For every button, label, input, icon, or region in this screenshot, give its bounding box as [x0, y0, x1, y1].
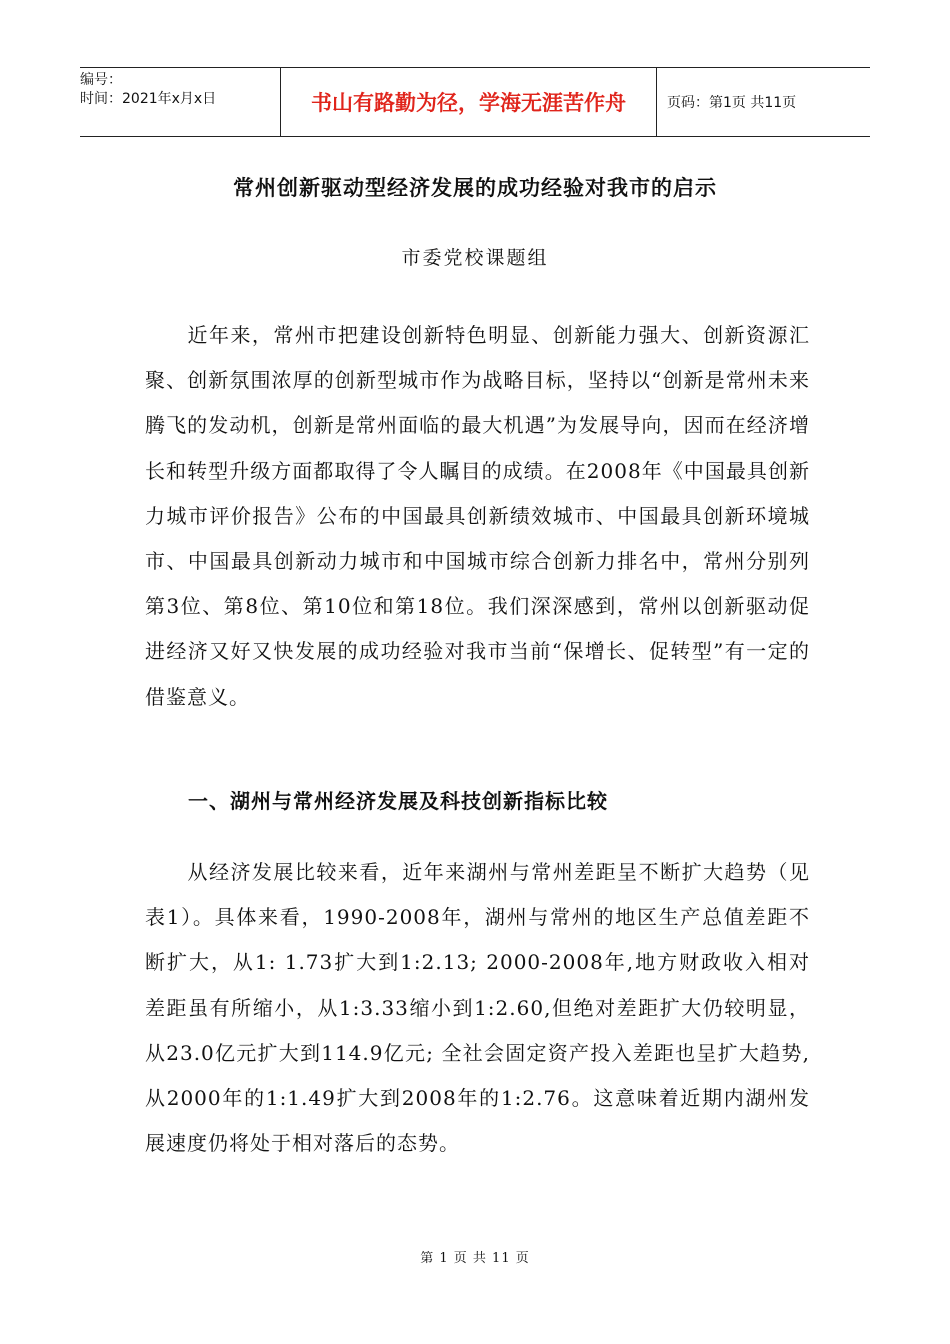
- header-motto: 书山有路勤为径，学海无涯苦作舟: [281, 68, 657, 136]
- document-header: [80, 67, 870, 137]
- document-author: 市委党校课题组: [401, 247, 549, 269]
- section-heading: 一、湖州与常州经济发展及科技创新指标比较: [188, 789, 608, 813]
- paragraph-intro: [145, 313, 810, 720]
- number-label: 编号：: [80, 72, 122, 88]
- document-title: 常州创新驱动型经济发展的成功经验对我市的启示: [233, 176, 717, 200]
- paragraph-intro-text: 近年来，常州市把建设创新特色明显、创新能力强大、创新资源汇聚、创新氛围浓厚的创新型城市作为战略目标，坚持以“创新是常州未来腾飞的发动机，创新是常州面临的最大机遇”为发展导向，因而在经济增长和转型升级方面都取得了令人瞩目的成绩。在2008年《中国最具创新力城市评价报告》公布的中国最具创新绩效城市、中国最具创新环境城市、中国最具创新动力城市和中国城市综合创新力排名中，常州分别列第3位、第8位、第10位和第18位。我们深深感到，常州以创新驱动促进经济又好又快发展的成功经验对我市当前“保增长、促转型”有一定的借鉴意义。: [145, 323, 810, 709]
- header-meta: [80, 68, 281, 136]
- time-label: 时间：2021年x月x日: [80, 91, 217, 107]
- page-footer: 第 1 页 共 11 页: [420, 1251, 530, 1266]
- paragraph-comparison-text: 从经济发展比较来看，近年来湖州与常州差距呈不断扩大趋势（见表1）。具体来看，1990-2008年，湖州与常州的地区生产总值差距不断扩大，从1: 1.73扩大到1:2.13; 2000-2008年,地方财政收入相对差距虽有所缩小，从1:3.33缩小到1:2.60,但绝对差距扩大仍较明显，从23.0亿元扩大到114.9亿元; 全社会固定资产投入差距也呈扩大趋势, 从2000年的1:1.49扩大到2008年的1:2.76。这意味着近期内湖州发展速度仍将处于相对落后的态势。: [145, 860, 810, 1156]
- paragraph-comparison: [145, 850, 810, 1166]
- header-page-info: 页码：第1页 共11页: [667, 95, 797, 111]
